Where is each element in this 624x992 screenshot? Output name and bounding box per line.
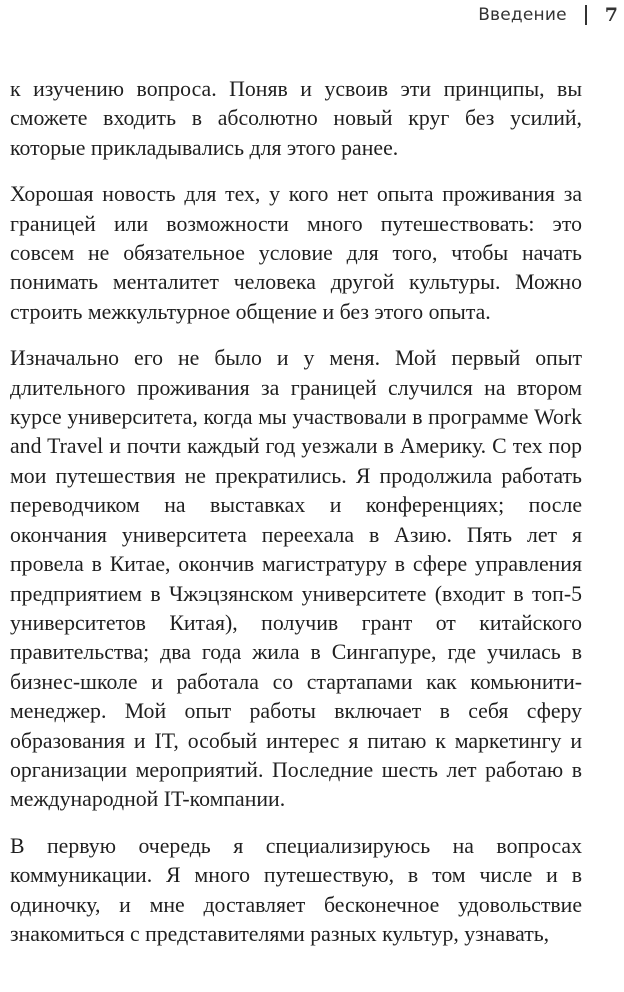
header-divider xyxy=(585,5,587,25)
paragraph: В первую очередь я специализируюсь на вопросах коммуникации. Я много путешествую, в том числе и в одиночку, и мне доставляет бесконечное удовольствие знакомиться с представителями разных культур, узнавать, xyxy=(10,833,582,946)
running-header xyxy=(478,2,624,28)
section-title: Введение xyxy=(478,5,567,25)
page-number: 7 xyxy=(604,4,618,26)
paragraph: к изучению вопроса. Поняв и усвоив эти принципы, вы сможете входить в абсолютно новый круг без усилий, которые прикладывались для этого ранее. xyxy=(10,77,582,160)
paragraph: Изначально его не было и у меня. Мой первый опыт длительного проживания за границей случился на втором курсе университета, когда мы участвовали в программе Work and Travel и почти каждый год уезжали в Америку. С тех пор мои путешествия не прекратились. Я продолжила работать переводчиком на выставках и конференциях; после окончания университета переехала в Азию. Пять лет я провела в Китае, окончив магистратуру в сфере управления предприятием в Чжэцзянском университете (входит в топ-5 университетов Китая), получив грант от китайского правительства; два года жила в Сингапуре, где училась в бизнес-школе и работала со стартапами как комьюнити-менеджер. Мой опыт работы включает в себя сферу образования и IT, особый интерес я питаю к маркетингу и организации мероприятий. Последние шесть лет работаю в международной IT-компании. xyxy=(10,346,582,812)
paragraph: Хорошая новость для тех, у кого нет опыта проживания за границей или возможности много путешествовать: это совсем не обязательное условие для того, чтобы начать понимать менталитет человека другой культуры. Можно строить межкультурное общение и без этого опыта. xyxy=(10,182,582,324)
body-text xyxy=(10,75,582,966)
